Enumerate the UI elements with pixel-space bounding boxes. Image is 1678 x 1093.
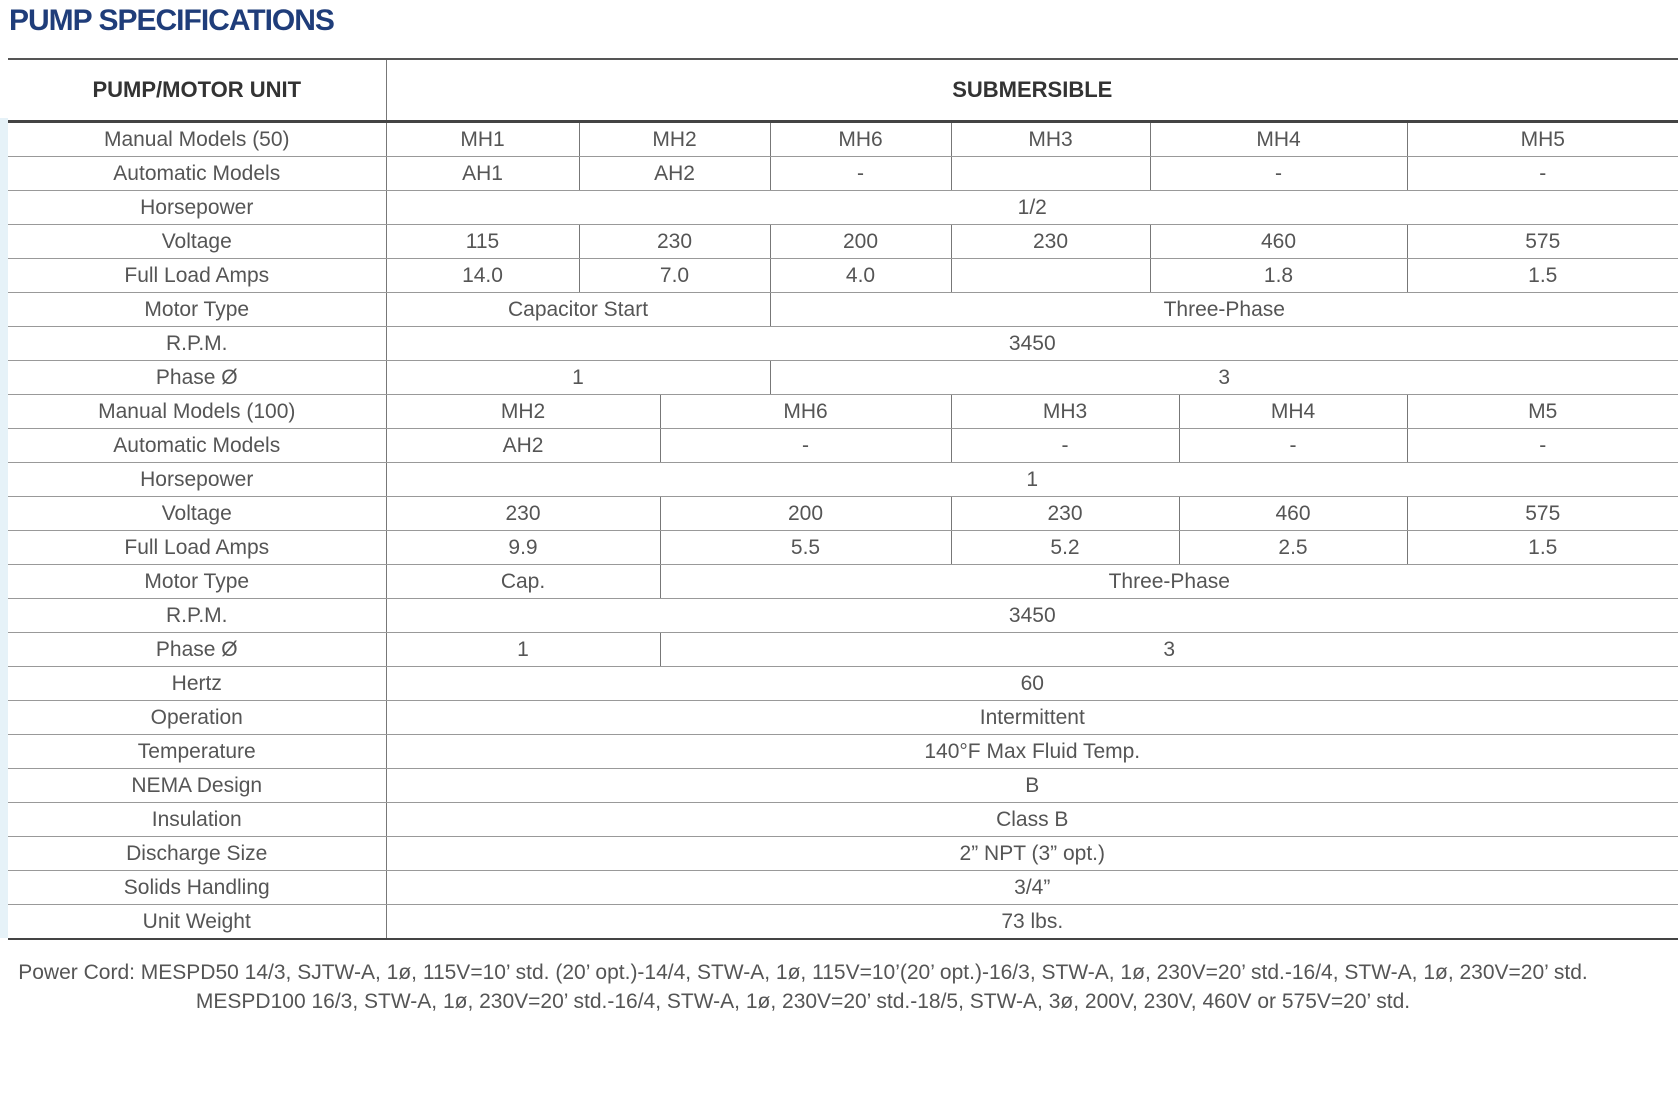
table-cell: 3 xyxy=(660,633,1678,667)
row-label: Manual Models (100) xyxy=(8,395,386,429)
table-cell: 3/4” xyxy=(386,871,1678,905)
table-cell: 1 xyxy=(386,463,1678,497)
table-row xyxy=(8,327,1678,361)
row-label: Unit Weight xyxy=(8,905,386,940)
table-cell: MH6 xyxy=(770,122,951,157)
row-label: Phase Ø xyxy=(8,633,386,667)
table-cell: Intermittent xyxy=(386,701,1678,735)
table-cell: 575 xyxy=(1407,497,1678,531)
table-row xyxy=(8,565,1678,599)
row-label: R.P.M. xyxy=(8,599,386,633)
table-cell: - xyxy=(1407,157,1678,191)
row-label: Voltage xyxy=(8,497,386,531)
table-cell: MH6 xyxy=(660,395,951,429)
table-cell: - xyxy=(951,429,1179,463)
table-cell: Class B xyxy=(386,803,1678,837)
table-row xyxy=(8,871,1678,905)
table-row xyxy=(8,122,1678,157)
row-label: Discharge Size xyxy=(8,837,386,871)
table-cell: 575 xyxy=(1407,225,1678,259)
table-row xyxy=(8,667,1678,701)
table-cell: 60 xyxy=(386,667,1678,701)
table-cell: 3450 xyxy=(386,599,1678,633)
table-cell: 1.8 xyxy=(1150,259,1407,293)
table-cell: MH4 xyxy=(1150,122,1407,157)
table-cell: AH1 xyxy=(386,157,579,191)
table-cell: 73 lbs. xyxy=(386,905,1678,940)
page-title: PUMP SPECIFICATIONS xyxy=(9,4,334,37)
row-label: Motor Type xyxy=(8,293,386,327)
table-cell: 230 xyxy=(386,497,660,531)
table-cell: 115 xyxy=(386,225,579,259)
table-cell: Three-Phase xyxy=(770,293,1678,327)
row-label: Horsepower xyxy=(8,463,386,497)
table-cell xyxy=(951,157,1150,191)
table-cell: Cap. xyxy=(386,565,660,599)
table-cell: 5.2 xyxy=(951,531,1179,565)
row-label: Insulation xyxy=(8,803,386,837)
header-pump-motor-unit: PUMP/MOTOR UNIT xyxy=(8,60,386,122)
table-row xyxy=(8,259,1678,293)
table-row xyxy=(8,463,1678,497)
table-row xyxy=(8,803,1678,837)
row-label: Hertz xyxy=(8,667,386,701)
table-cell: MH2 xyxy=(386,395,660,429)
row-label: Automatic Models xyxy=(8,429,386,463)
table-cell: M5 xyxy=(1407,395,1678,429)
table-cell: MH2 xyxy=(579,122,770,157)
table-cell: 230 xyxy=(951,497,1179,531)
table-cell: 140°F Max Fluid Temp. xyxy=(386,735,1678,769)
row-label: Solids Handling xyxy=(8,871,386,905)
table-cell: 1 xyxy=(386,361,770,395)
row-label: Temperature xyxy=(8,735,386,769)
table-row xyxy=(8,905,1678,940)
table-cell: 4.0 xyxy=(770,259,951,293)
table-row xyxy=(8,769,1678,803)
left-edge-band xyxy=(0,118,8,938)
table-cell: Capacitor Start xyxy=(386,293,770,327)
table-row xyxy=(8,191,1678,225)
table-cell: MH4 xyxy=(1179,395,1407,429)
table-row xyxy=(8,735,1678,769)
table-cell: 230 xyxy=(951,225,1150,259)
table-row xyxy=(8,701,1678,735)
table-header-row xyxy=(8,60,1678,122)
table-cell: 230 xyxy=(579,225,770,259)
table-cell: - xyxy=(770,157,951,191)
table-cell: 460 xyxy=(1179,497,1407,531)
row-label: Full Load Amps xyxy=(8,531,386,565)
spec-table-body xyxy=(8,122,1678,940)
table-cell: AH2 xyxy=(386,429,660,463)
row-label: Manual Models (50) xyxy=(8,122,386,157)
table-cell: 200 xyxy=(660,497,951,531)
table-row xyxy=(8,599,1678,633)
table-cell: MH3 xyxy=(951,395,1179,429)
table-cell: 3450 xyxy=(386,327,1678,361)
table-cell: 1.5 xyxy=(1407,531,1678,565)
row-label: Phase Ø xyxy=(8,361,386,395)
row-label: Automatic Models xyxy=(8,157,386,191)
power-cord-footnote: Power Cord: MESPD50 14/3, SJTW-A, 1ø, 115V=10’ std. (20’ opt.)-14/4, STW-A, 1ø, 115V=10’(20’ opt.)-16/3, STW-A, 1ø, 230V=20’ std.-16/4, STW-A, 1ø, 230V=20’ std. MESPD100 16/3, STW-A, 1ø, 230V=20’ std.-16/4, STW-A, 1ø, 230V=20’ std.-18/5, STW-A, 3ø, 200V, 230V, 460V or 575V=20’ std. xyxy=(18,961,1588,1013)
table-row xyxy=(8,293,1678,327)
table-cell: 2.5 xyxy=(1179,531,1407,565)
table-row xyxy=(8,531,1678,565)
table-row xyxy=(8,429,1678,463)
table-cell: 200 xyxy=(770,225,951,259)
table-cell: Three-Phase xyxy=(660,565,1678,599)
table-cell: MH5 xyxy=(1407,122,1678,157)
table-row xyxy=(8,225,1678,259)
table-row xyxy=(8,361,1678,395)
table-row xyxy=(8,497,1678,531)
table-cell: - xyxy=(1179,429,1407,463)
row-label: Full Load Amps xyxy=(8,259,386,293)
table-cell: 3 xyxy=(770,361,1678,395)
table-cell: 1.5 xyxy=(1407,259,1678,293)
table-cell: MH1 xyxy=(386,122,579,157)
table-cell: - xyxy=(660,429,951,463)
table-cell: 1 xyxy=(386,633,660,667)
header-submersible: SUBMERSIBLE xyxy=(386,60,1678,122)
row-label: Operation xyxy=(8,701,386,735)
table-cell: 9.9 xyxy=(386,531,660,565)
table-row xyxy=(8,633,1678,667)
table-cell: 5.5 xyxy=(660,531,951,565)
table-row xyxy=(8,395,1678,429)
row-label: Motor Type xyxy=(8,565,386,599)
row-label: Voltage xyxy=(8,225,386,259)
table-cell: - xyxy=(1407,429,1678,463)
table-cell: - xyxy=(1150,157,1407,191)
table-row xyxy=(8,837,1678,871)
table-cell: 7.0 xyxy=(579,259,770,293)
table-cell: 14.0 xyxy=(386,259,579,293)
table-cell xyxy=(951,259,1150,293)
table-cell: AH2 xyxy=(579,157,770,191)
table-cell: 2” NPT (3” opt.) xyxy=(386,837,1678,871)
table-row xyxy=(8,157,1678,191)
spec-table xyxy=(8,60,1678,940)
table-cell: 460 xyxy=(1150,225,1407,259)
table-cell: 1/2 xyxy=(386,191,1678,225)
table-cell: MH3 xyxy=(951,122,1150,157)
row-label: R.P.M. xyxy=(8,327,386,361)
table-cell: B xyxy=(386,769,1678,803)
row-label: NEMA Design xyxy=(8,769,386,803)
row-label: Horsepower xyxy=(8,191,386,225)
